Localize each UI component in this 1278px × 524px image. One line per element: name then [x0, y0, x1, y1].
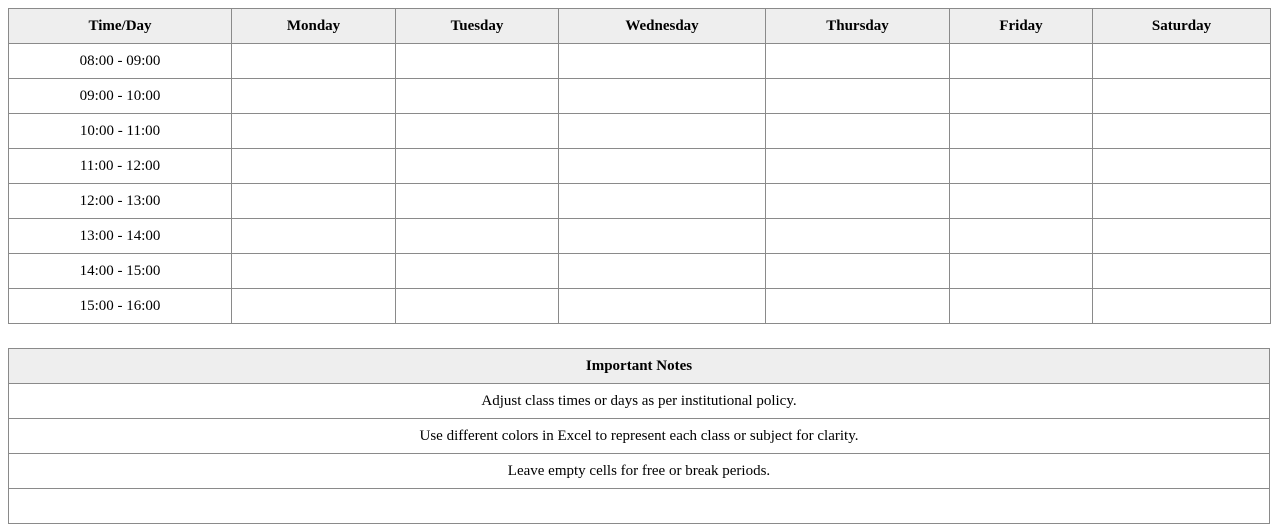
header-thursday: Thursday	[766, 9, 950, 44]
table-row	[9, 149, 1271, 184]
table-row	[9, 184, 1271, 219]
time-slot-cell: 15:00 - 16:00	[9, 289, 232, 324]
table-row	[9, 114, 1271, 149]
list-item	[9, 384, 1270, 419]
notes-title: Important Notes	[9, 349, 1270, 384]
note-text-cut-off	[9, 489, 1270, 524]
table-row	[9, 254, 1271, 289]
header-monday: Monday	[232, 9, 396, 44]
header-saturday: Saturday	[1093, 9, 1271, 44]
header-tuesday: Tuesday	[396, 9, 559, 44]
schedule-cell[interactable]	[1093, 289, 1271, 324]
list-item	[9, 489, 1270, 524]
time-slot-cell: 14:00 - 15:00	[9, 254, 232, 289]
time-slot-cell: 10:00 - 11:00	[9, 114, 232, 149]
time-slot-cell: 11:00 - 12:00	[9, 149, 232, 184]
schedule-cell[interactable]	[1093, 254, 1271, 289]
table-row	[9, 219, 1271, 254]
schedule-cell[interactable]	[559, 219, 766, 254]
page	[8, 8, 1270, 524]
schedule-cell[interactable]	[950, 219, 1093, 254]
table-row	[9, 44, 1271, 79]
schedule-cell[interactable]	[766, 44, 950, 79]
time-slot-cell: 08:00 - 09:00	[9, 44, 232, 79]
table-row	[9, 289, 1271, 324]
schedule-cell[interactable]	[766, 219, 950, 254]
table-row	[9, 79, 1271, 114]
schedule-cell[interactable]	[950, 184, 1093, 219]
schedule-cell[interactable]	[232, 289, 396, 324]
schedule-cell[interactable]	[232, 114, 396, 149]
timetable	[8, 8, 1271, 324]
list-item	[9, 419, 1270, 454]
schedule-cell[interactable]	[950, 149, 1093, 184]
schedule-cell[interactable]	[559, 289, 766, 324]
header-time-day: Time/Day	[9, 9, 232, 44]
schedule-cell[interactable]	[1093, 79, 1271, 114]
schedule-cell[interactable]	[396, 44, 559, 79]
schedule-cell[interactable]	[559, 254, 766, 289]
header-wednesday: Wednesday	[559, 9, 766, 44]
note-text: Use different colors in Excel to represent each class or subject for clarity.	[9, 419, 1270, 454]
schedule-cell[interactable]	[396, 219, 559, 254]
schedule-cell[interactable]	[396, 254, 559, 289]
schedule-cell[interactable]	[766, 114, 950, 149]
schedule-cell[interactable]	[950, 79, 1093, 114]
schedule-cell[interactable]	[396, 79, 559, 114]
schedule-cell[interactable]	[232, 44, 396, 79]
schedule-cell[interactable]	[559, 114, 766, 149]
schedule-cell[interactable]	[396, 114, 559, 149]
schedule-cell[interactable]	[396, 289, 559, 324]
schedule-cell[interactable]	[950, 114, 1093, 149]
notes-table	[8, 348, 1270, 524]
schedule-cell[interactable]	[559, 79, 766, 114]
note-text: Leave empty cells for free or break periods.	[9, 454, 1270, 489]
schedule-cell[interactable]	[1093, 44, 1271, 79]
schedule-cell[interactable]	[1093, 149, 1271, 184]
schedule-cell[interactable]	[950, 44, 1093, 79]
schedule-cell[interactable]	[396, 149, 559, 184]
schedule-cell[interactable]	[559, 149, 766, 184]
time-slot-cell: 13:00 - 14:00	[9, 219, 232, 254]
schedule-cell[interactable]	[559, 184, 766, 219]
schedule-cell[interactable]	[1093, 114, 1271, 149]
schedule-cell[interactable]	[766, 79, 950, 114]
notes-header-row	[9, 349, 1270, 384]
timetable-header-row	[9, 9, 1271, 44]
schedule-cell[interactable]	[950, 289, 1093, 324]
list-item	[9, 454, 1270, 489]
schedule-cell[interactable]	[232, 149, 396, 184]
note-text: Adjust class times or days as per institutional policy.	[9, 384, 1270, 419]
schedule-cell[interactable]	[1093, 184, 1271, 219]
schedule-cell[interactable]	[950, 254, 1093, 289]
header-friday: Friday	[950, 9, 1093, 44]
schedule-cell[interactable]	[766, 149, 950, 184]
time-slot-cell: 12:00 - 13:00	[9, 184, 232, 219]
schedule-cell[interactable]	[232, 79, 396, 114]
time-slot-cell: 09:00 - 10:00	[9, 79, 232, 114]
schedule-cell[interactable]	[232, 184, 396, 219]
schedule-cell[interactable]	[232, 219, 396, 254]
schedule-cell[interactable]	[766, 289, 950, 324]
schedule-cell[interactable]	[766, 184, 950, 219]
schedule-cell[interactable]	[1093, 219, 1271, 254]
schedule-cell[interactable]	[396, 184, 559, 219]
schedule-cell[interactable]	[559, 44, 766, 79]
schedule-cell[interactable]	[232, 254, 396, 289]
schedule-cell[interactable]	[766, 254, 950, 289]
